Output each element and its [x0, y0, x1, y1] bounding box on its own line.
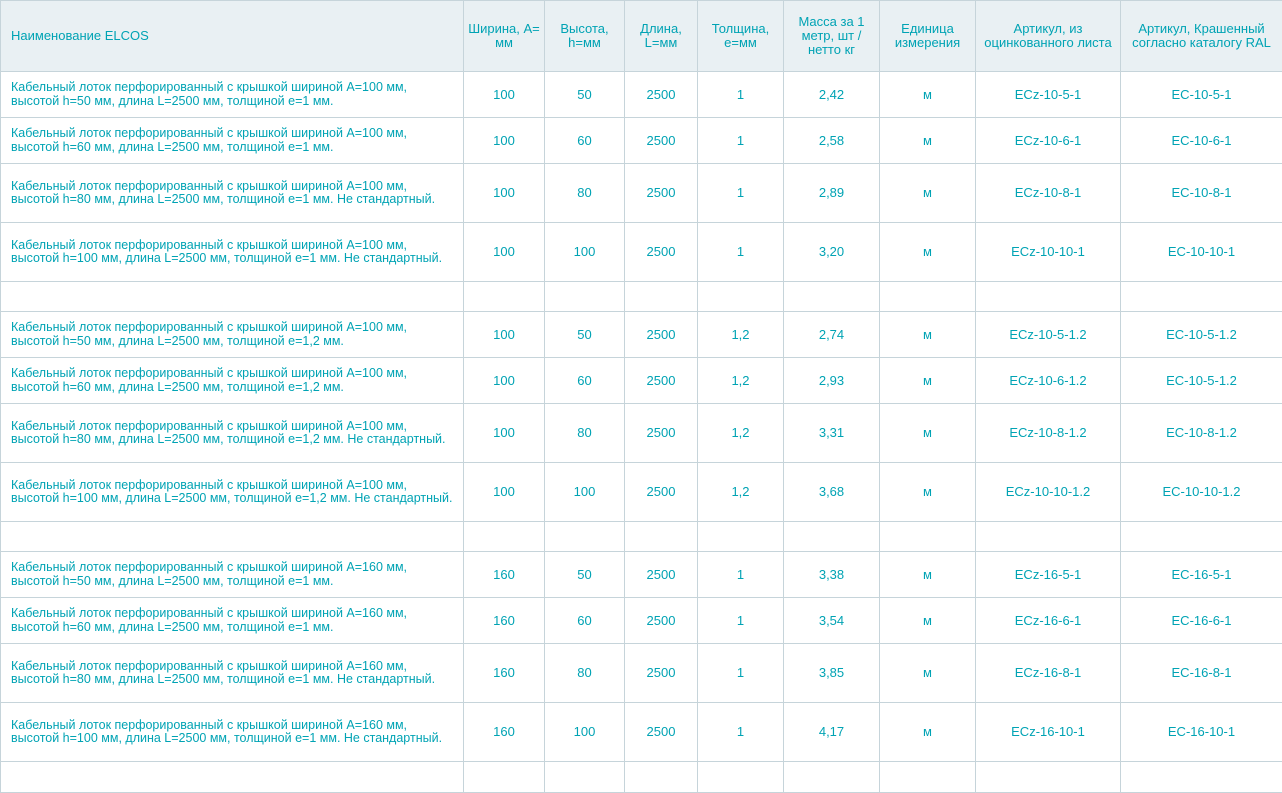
cell-article-painted: EC-10-10-1 [1121, 223, 1282, 282]
header-name: Наименование ELCOS [1, 1, 464, 72]
cell-article-galvanized: ECz-10-6-1 [976, 118, 1121, 164]
cell-width: 100 [464, 118, 545, 164]
cell-thickness: 1 [698, 552, 784, 598]
cell-name: Кабельный лоток перфорированный с крышкой шириной А=160 мм, высотой h=100 мм, длина L=2500 мм, толщиной е=1 мм. Не стандартный. [1, 703, 464, 762]
cell-length: 2500 [625, 358, 698, 404]
cell-article-galvanized: ECz-10-6-1.2 [976, 358, 1121, 404]
table-row [1, 223, 1282, 282]
cell-unit: м [880, 703, 976, 762]
spacer-row [1, 282, 1282, 312]
table-row [1, 164, 1282, 223]
header-article-painted: Артикул, Крашенный согласно каталогу RAL [1121, 1, 1282, 72]
cell-thickness: 1 [698, 164, 784, 223]
cell-article-painted: EC-16-10-1 [1121, 703, 1282, 762]
cell-thickness: 1 [698, 703, 784, 762]
cell-width: 160 [464, 598, 545, 644]
cell-width: 160 [464, 552, 545, 598]
header-length: Длина, L=мм [625, 1, 698, 72]
table-row [1, 72, 1282, 118]
cell-height: 100 [545, 463, 625, 522]
cell-width: 100 [464, 72, 545, 118]
cell-article-galvanized: ECz-16-5-1 [976, 552, 1121, 598]
cell-name: Кабельный лоток перфорированный с крышкой шириной А=160 мм, высотой h=50 мм, длина L=2500 мм, толщиной е=1 мм. [1, 552, 464, 598]
cell-article-galvanized: ECz-16-10-1 [976, 703, 1121, 762]
cell-article-painted: EC-16-8-1 [1121, 644, 1282, 703]
cell-height: 50 [545, 552, 625, 598]
table-row [1, 463, 1282, 522]
cell-mass: 3,38 [784, 552, 880, 598]
table-row [1, 312, 1282, 358]
cell-mass: 2,93 [784, 358, 880, 404]
cell-name: Кабельный лоток перфорированный с крышкой шириной А=100 мм, высотой h=100 мм, длина L=2500 мм, толщиной е=1,2 мм. Не стандартный. [1, 463, 464, 522]
cell-name: Кабельный лоток перфорированный с крышкой шириной А=100 мм, высотой h=60 мм, длина L=2500 мм, толщиной е=1 мм. [1, 118, 464, 164]
cell-name: Кабельный лоток перфорированный с крышкой шириной А=160 мм, высотой h=60 мм, длина L=2500 мм, толщиной е=1 мм. [1, 598, 464, 644]
cell-article-galvanized: ECz-10-8-1.2 [976, 404, 1121, 463]
cell-length: 2500 [625, 552, 698, 598]
header-article-galvanized: Артикул, из оцинкованного листа [976, 1, 1121, 72]
cell-article-galvanized: ECz-10-10-1.2 [976, 463, 1121, 522]
cell-name: Кабельный лоток перфорированный с крышкой шириной А=100 мм, высотой h=50 мм, длина L=2500 мм, толщиной е=1 мм. [1, 72, 464, 118]
cell-thickness: 1 [698, 644, 784, 703]
header-height: Высота, h=мм [545, 1, 625, 72]
cell-article-painted: EC-10-5-1.2 [1121, 358, 1282, 404]
cell-unit: м [880, 312, 976, 358]
cell-article-painted: EC-10-6-1 [1121, 118, 1282, 164]
cell-mass: 3,85 [784, 644, 880, 703]
cell-mass: 2,89 [784, 164, 880, 223]
header-unit: Единица измерения [880, 1, 976, 72]
cell-length: 2500 [625, 703, 698, 762]
cell-width: 160 [464, 703, 545, 762]
cell-width: 160 [464, 644, 545, 703]
cell-unit: м [880, 164, 976, 223]
cell-article-galvanized: ECz-16-6-1 [976, 598, 1121, 644]
table-row [1, 118, 1282, 164]
cell-thickness: 1 [698, 118, 784, 164]
cell-name: Кабельный лоток перфорированный с крышкой шириной А=100 мм, высотой h=80 мм, длина L=2500 мм, толщиной е=1 мм. Не стандартный. [1, 164, 464, 223]
cell-mass: 2,42 [784, 72, 880, 118]
cell-height: 80 [545, 404, 625, 463]
header-thickness: Толщина, е=мм [698, 1, 784, 72]
cell-length: 2500 [625, 598, 698, 644]
cell-article-painted: EC-10-8-1 [1121, 164, 1282, 223]
cell-thickness: 1,2 [698, 358, 784, 404]
cell-unit: м [880, 404, 976, 463]
cell-unit: м [880, 223, 976, 282]
cell-unit: м [880, 358, 976, 404]
cell-unit: м [880, 463, 976, 522]
cell-unit: м [880, 118, 976, 164]
cell-length: 2500 [625, 223, 698, 282]
table-row [1, 703, 1282, 762]
cell-unit: м [880, 598, 976, 644]
cell-name: Кабельный лоток перфорированный с крышкой шириной А=100 мм, высотой h=100 мм, длина L=2500 мм, толщиной е=1 мм. Не стандартный. [1, 223, 464, 282]
cell-height: 60 [545, 118, 625, 164]
cell-unit: м [880, 644, 976, 703]
cell-mass: 3,54 [784, 598, 880, 644]
cell-width: 100 [464, 358, 545, 404]
cell-article-galvanized: ECz-16-8-1 [976, 644, 1121, 703]
spacer-row [1, 522, 1282, 552]
cell-width: 100 [464, 164, 545, 223]
table-row [1, 644, 1282, 703]
cell-thickness: 1,2 [698, 312, 784, 358]
cell-article-galvanized: ECz-10-5-1.2 [976, 312, 1121, 358]
cell-thickness: 1 [698, 72, 784, 118]
header-width: Ширина, А= мм [464, 1, 545, 72]
cell-mass: 3,68 [784, 463, 880, 522]
cell-width: 100 [464, 223, 545, 282]
cell-thickness: 1 [698, 598, 784, 644]
header-mass: Масса за 1 метр, шт / нетто кг [784, 1, 880, 72]
cell-mass: 3,20 [784, 223, 880, 282]
cell-length: 2500 [625, 164, 698, 223]
cell-mass: 2,58 [784, 118, 880, 164]
cell-name: Кабельный лоток перфорированный с крышкой шириной А=160 мм, высотой h=80 мм, длина L=2500 мм, толщиной е=1 мм. Не стандартный. [1, 644, 464, 703]
cell-width: 100 [464, 312, 545, 358]
cell-article-galvanized: ECz-10-5-1 [976, 72, 1121, 118]
table-row [1, 552, 1282, 598]
table-header-row [1, 1, 1282, 72]
cell-article-painted: EC-10-5-1 [1121, 72, 1282, 118]
cell-length: 2500 [625, 404, 698, 463]
cell-length: 2500 [625, 312, 698, 358]
cell-height: 100 [545, 223, 625, 282]
cell-length: 2500 [625, 463, 698, 522]
cell-height: 100 [545, 703, 625, 762]
cell-unit: м [880, 72, 976, 118]
table-row [1, 404, 1282, 463]
cell-thickness: 1,2 [698, 463, 784, 522]
cell-article-painted: EC-10-8-1.2 [1121, 404, 1282, 463]
cell-article-galvanized: ECz-10-10-1 [976, 223, 1121, 282]
cell-mass: 3,31 [784, 404, 880, 463]
cell-length: 2500 [625, 118, 698, 164]
cell-article-painted: EC-10-5-1.2 [1121, 312, 1282, 358]
cell-height: 50 [545, 72, 625, 118]
cell-length: 2500 [625, 72, 698, 118]
cell-article-painted: EC-16-5-1 [1121, 552, 1282, 598]
cell-name: Кабельный лоток перфорированный с крышкой шириной А=100 мм, высотой h=60 мм, длина L=2500 мм, толщиной е=1,2 мм. [1, 358, 464, 404]
cell-unit: м [880, 552, 976, 598]
cell-article-painted: EC-16-6-1 [1121, 598, 1282, 644]
cell-article-painted: EC-10-10-1.2 [1121, 463, 1282, 522]
cell-height: 60 [545, 598, 625, 644]
cell-height: 50 [545, 312, 625, 358]
cell-height: 60 [545, 358, 625, 404]
cell-thickness: 1 [698, 223, 784, 282]
cell-mass: 4,17 [784, 703, 880, 762]
cell-article-galvanized: ECz-10-8-1 [976, 164, 1121, 223]
cell-name: Кабельный лоток перфорированный с крышкой шириной А=100 мм, высотой h=80 мм, длина L=2500 мм, толщиной е=1,2 мм. Не стандартный. [1, 404, 464, 463]
cell-height: 80 [545, 164, 625, 223]
cell-name: Кабельный лоток перфорированный с крышкой шириной А=100 мм, высотой h=50 мм, длина L=2500 мм, толщиной е=1,2 мм. [1, 312, 464, 358]
cell-thickness: 1,2 [698, 404, 784, 463]
cell-width: 100 [464, 463, 545, 522]
cell-width: 100 [464, 404, 545, 463]
cell-length: 2500 [625, 644, 698, 703]
table-row [1, 598, 1282, 644]
cell-height: 80 [545, 644, 625, 703]
table-row [1, 358, 1282, 404]
spacer-row [1, 762, 1282, 793]
cell-mass: 2,74 [784, 312, 880, 358]
